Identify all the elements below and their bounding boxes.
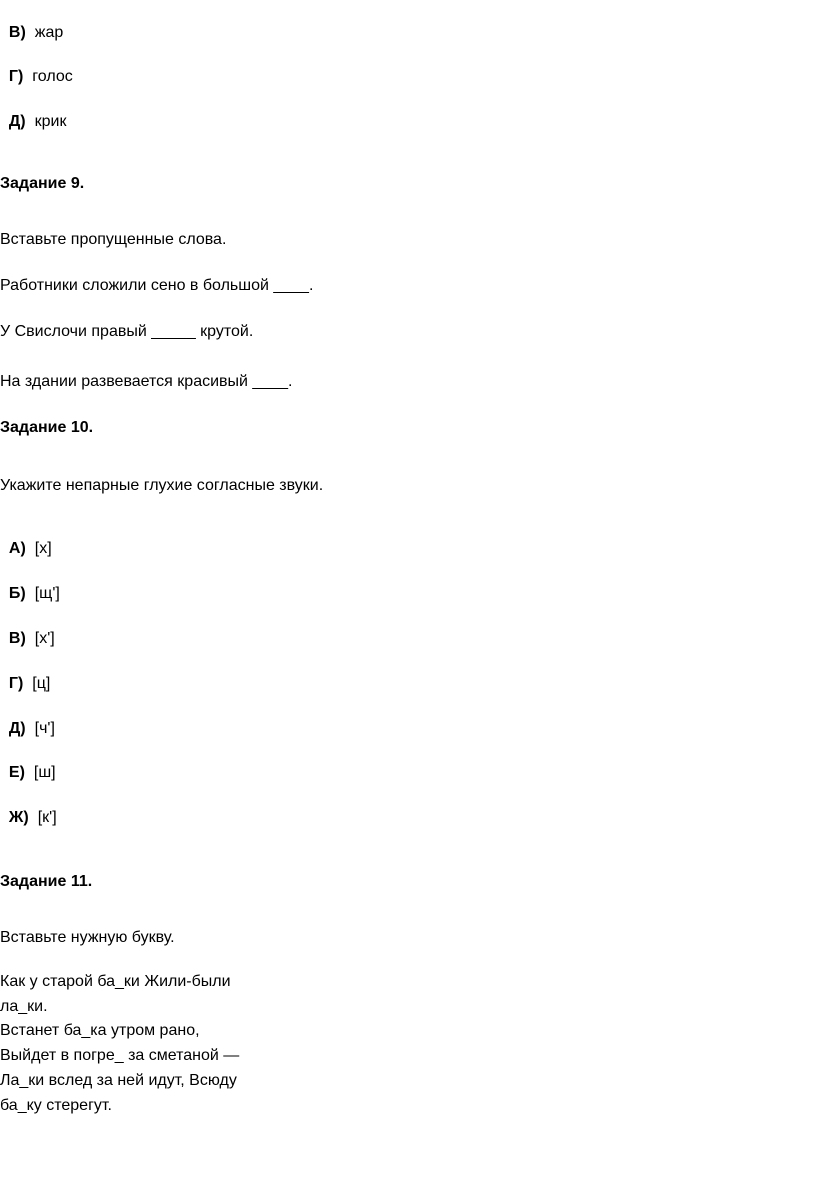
poem-line-1: Как у старой ба_ки Жили-были: [0, 973, 231, 990]
option-text: голос: [32, 68, 73, 85]
task10-title: Задание 10.: [0, 419, 94, 436]
task10-option-a: [0, 519, 52, 559]
option-text: [щ']: [34, 585, 60, 602]
option-d: [0, 92, 66, 132]
task10-instruction: Укажите непарные глухие согласные звуки.: [0, 477, 324, 494]
task9-instruction: Вставьте пропущенные слова.: [0, 231, 227, 248]
poem-line-3: Встанет ба_ка утром рано,: [0, 1022, 200, 1039]
option-letter: Г): [8, 675, 24, 692]
option-letter: Г): [8, 68, 24, 85]
option-letter: А): [8, 540, 26, 557]
option-text: жар: [34, 24, 64, 41]
option-letter: В): [8, 630, 26, 647]
task9-title: Задание 9.: [0, 175, 85, 192]
poem-line-6: ба_ку стерегут.: [0, 1097, 112, 1114]
task11-title: Задание 11.: [0, 873, 93, 890]
option-text: [х]: [34, 540, 52, 557]
poem-line-2: ла_ки.: [0, 998, 48, 1015]
option-letter: Д): [8, 720, 26, 737]
task10-option-e: [0, 743, 56, 783]
option-text: [ц]: [32, 675, 51, 692]
task9-sentence-2: У Свислочи правый _____ крутой.: [0, 323, 254, 340]
option-v: [0, 3, 63, 43]
task9-sentence-1: Работники сложили сено в большой ____.: [0, 277, 314, 294]
task11-instruction: Вставьте нужную букву.: [0, 929, 175, 946]
option-letter: В): [8, 24, 26, 41]
task10-option-b: [0, 564, 60, 604]
option-text: [к']: [37, 809, 57, 826]
task10-option-g: [0, 654, 50, 694]
option-letter: Ж): [8, 809, 29, 826]
option-text: [ш]: [33, 764, 56, 781]
poem-line-4: Выйдет в погре_ за сметаной —: [0, 1047, 240, 1064]
task10-option-zh: [0, 788, 57, 828]
task10-option-d: [0, 699, 55, 739]
option-g: [0, 47, 73, 87]
option-letter: Д): [8, 113, 26, 130]
option-text: крик: [34, 113, 67, 130]
task10-option-v: [0, 609, 55, 649]
option-text: [х']: [34, 630, 55, 647]
poem-line-5: Ла_ки вслед за ней идут, Всюду: [0, 1072, 237, 1089]
task9-sentence-3: На здании развевается красивый ____.: [0, 373, 293, 390]
option-letter: Е): [8, 764, 25, 781]
option-text: [ч']: [34, 720, 55, 737]
option-letter: Б): [8, 585, 26, 602]
